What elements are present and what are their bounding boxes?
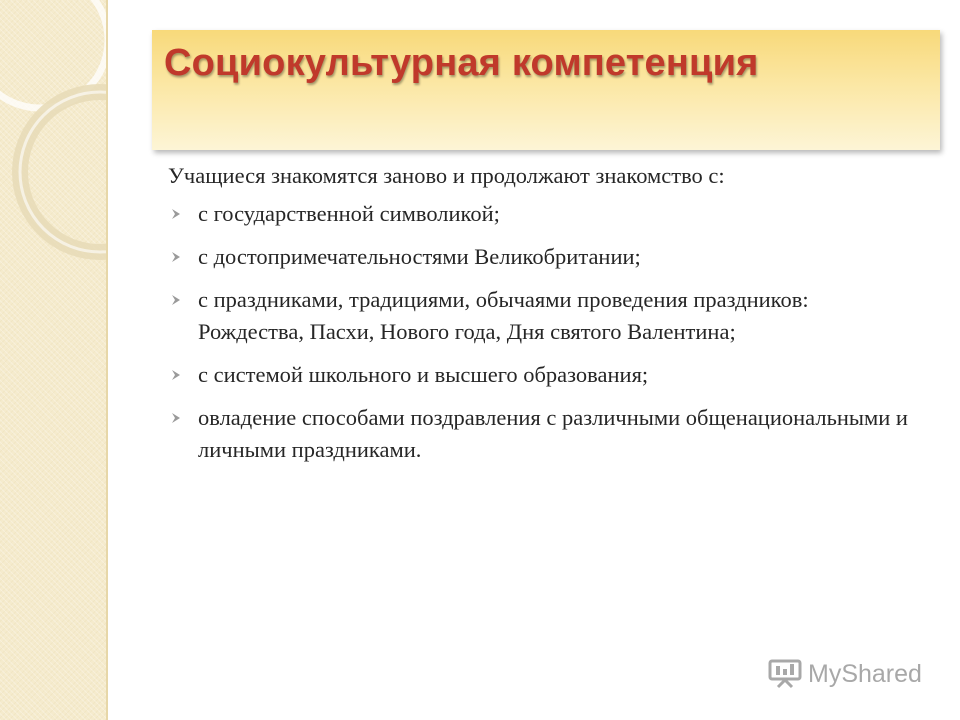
decorative-circles bbox=[0, 0, 106, 260]
presentation-board-icon bbox=[768, 659, 802, 689]
strip-edge-line bbox=[106, 0, 108, 720]
watermark-text: MyShared bbox=[808, 659, 922, 688]
chevron-right-icon bbox=[170, 208, 182, 220]
bullet-item bbox=[168, 284, 908, 348]
slide-title: Социокультурная компетенция bbox=[164, 42, 759, 84]
chevron-right-icon bbox=[170, 369, 182, 381]
slide-body bbox=[168, 160, 908, 477]
bullet-item bbox=[168, 198, 908, 230]
bullet-item bbox=[168, 241, 908, 273]
bullet-list bbox=[168, 198, 908, 466]
intro-text: Учащиеся знакомятся заново и продолжают знакомство с: bbox=[168, 163, 725, 188]
bullet-item bbox=[168, 359, 908, 391]
bullet-text: с системой школьного и высшего образования; bbox=[198, 362, 649, 387]
title-banner bbox=[152, 30, 940, 150]
bullet-text: с достопримечательностями Великобритании; bbox=[198, 244, 641, 269]
watermark bbox=[768, 656, 922, 692]
bullet-text: овладение способами поздравления с различными общенациональными и личными праздниками. bbox=[198, 405, 908, 462]
decorative-side-strip bbox=[0, 0, 106, 720]
bullet-item bbox=[168, 402, 908, 466]
bullet-text: с государственной символикой; bbox=[198, 201, 500, 226]
chevron-right-icon bbox=[170, 412, 182, 424]
bullet-text: с праздниками, традициями, обычаями проведения праздников: Рождества, Пасхи, Нового года, Дня святого Валентина; bbox=[198, 287, 809, 344]
chevron-right-icon bbox=[170, 294, 182, 306]
chevron-right-icon bbox=[170, 251, 182, 263]
